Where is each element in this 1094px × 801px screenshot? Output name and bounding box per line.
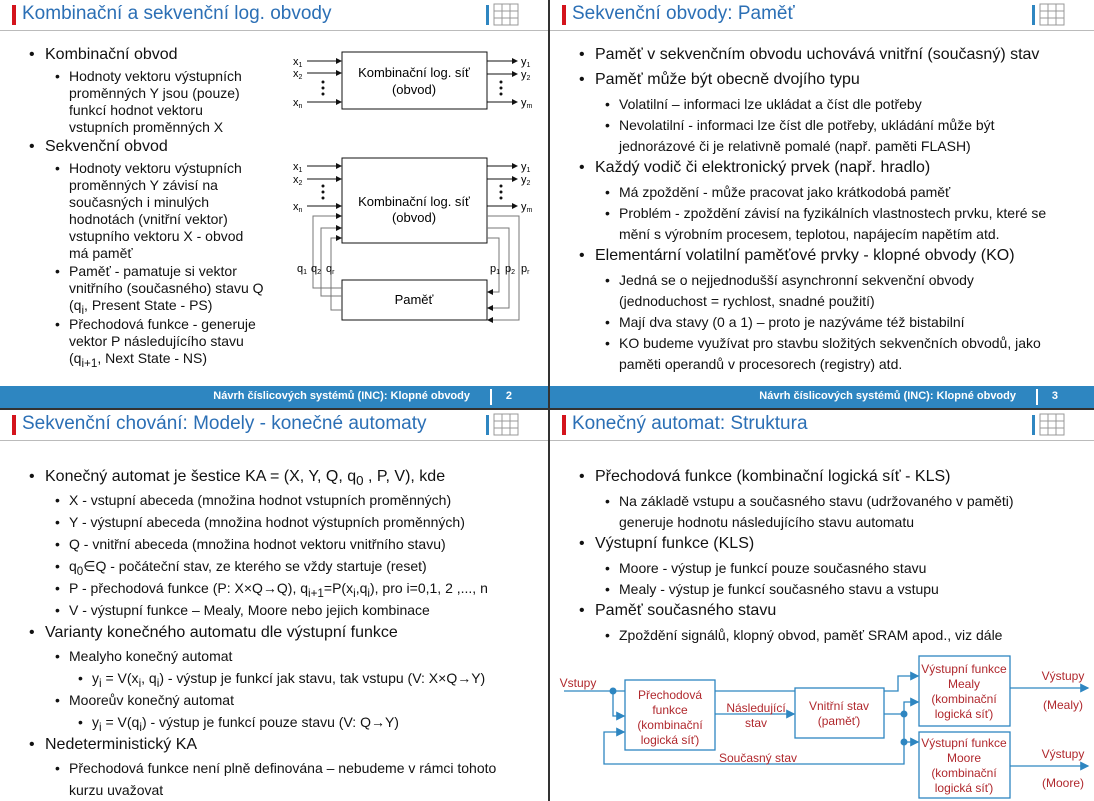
bullet-level2: • $y_i = V(x_i$, $q_i$) - výstup je funkcí jak stavu, tak vstupu (V: X×Q→Y) <box>92 670 485 690</box>
svg-text:(kombinační: (kombinační <box>637 718 703 732</box>
bullet-text-line: ($q_{i+1}$, Next State - NS) <box>69 350 208 370</box>
bullet-level2: • V - výstupní funkce – Mealy, Moore nebo jejich kombinace <box>69 602 430 618</box>
svg-text:pr: pr <box>521 263 530 276</box>
svg-text:xn: xn <box>293 201 303 214</box>
bullet-level2: • KO budeme využívat pro stavbu složitých sekvenčních obvodů, jako <box>619 335 1041 351</box>
bullet-combinational: • Kombinační obvod <box>45 46 178 64</box>
output-ym-label: ym <box>521 97 533 110</box>
svg-text:Moore: Moore <box>946 751 982 765</box>
bullet-level1: • Konečný automat je šestice KA = (X, Y, Q, $q_0$ , P, V), kde <box>45 468 445 488</box>
bullet-level2: paměti operandů v procesorech (registry) atd. <box>619 356 903 372</box>
svg-text:(Mealy): (Mealy) <box>1042 698 1084 712</box>
bullet-text-line: současných i minulých <box>69 194 210 210</box>
seq-comb-label-1: Kombinační log. síť <box>358 194 470 209</box>
bullet-transition-desc <box>69 316 256 372</box>
bullet-level2: • $q_0\in Q$ - počáteční stav, ze kterého se vždy startuje (reset) <box>69 558 427 578</box>
bullet-level2: • Má zpoždění - může pracovat jako krátkodobá paměť <box>619 184 950 200</box>
footer-separator <box>490 389 492 405</box>
svg-text:Přechodová: Přechodová <box>637 688 703 702</box>
bullet-level2: • $y_i = V(q_i)$ - výstup je funkcí pouze stavu (V: Q→Y) <box>92 714 399 734</box>
bullet-level1: • Výstupní funkce (KLS) <box>595 535 754 553</box>
slide-title: Sekvenční chování: Modely - konečné automaty <box>22 413 427 434</box>
bullet-level2: jednorázové či je relativně pomalé (např. paměti FLASH) <box>619 138 971 154</box>
output-y2-label: y2 <box>521 69 531 82</box>
bullet-text-line: vnitřního (současného) stavu Q <box>69 280 264 296</box>
output-y1-label: y1 <box>521 56 531 69</box>
footer-course-title: Návrh číslicových systémů (INC): Klopné obvody <box>213 390 470 402</box>
bullet-level1: • Varianty konečného automatu dle výstupní funkce <box>45 624 398 642</box>
bullet-level2: • Přechodová funkce není plně definována – nebudeme v rámci tohoto <box>69 760 496 776</box>
svg-text:Výstupy: Výstupy <box>1041 669 1085 683</box>
title-accent-bar <box>12 415 16 435</box>
fit-logo-icon <box>1032 3 1066 27</box>
bullet-text-line: • Přechodová funkce - generuje <box>69 316 256 332</box>
svg-text:(paměť): (paměť) <box>817 714 861 728</box>
bullet-text-line: ($q_i$, Present State - PS) <box>69 297 213 317</box>
bullet-level2: • Nevolatilní - informaci lze číst dle potřeby, ukládání může být <box>619 117 995 133</box>
svg-text:(Moore): (Moore) <box>1041 776 1085 790</box>
comb-network-box <box>342 52 487 109</box>
footer-page-number: 3 <box>1051 390 1058 402</box>
bullet-text-line: proměnných Y závisí na <box>69 177 218 193</box>
bullet-text-line: funkcí hodnot vektoru <box>69 102 203 118</box>
footer-page-number: 2 <box>505 390 512 402</box>
bullet-level1: • Přechodová funkce (kombinační logická síť - KLS) <box>595 468 951 486</box>
svg-text:stav: stav <box>744 716 768 730</box>
input-xn-label: xn <box>293 97 303 110</box>
svg-text:y1: y1 <box>521 161 531 174</box>
bullet-level2: • Y - výstupní abeceda (množina hodnot výstupních proměnných) <box>69 514 465 530</box>
svg-text:p1: p1 <box>490 263 501 276</box>
svg-text:logická síť): logická síť) <box>640 733 700 747</box>
svg-text:q1: q1 <box>297 263 308 276</box>
svg-text:Vstupy: Vstupy <box>559 676 597 690</box>
title-accent-bar <box>12 5 16 25</box>
slide-title-bar <box>550 410 1094 441</box>
bullet-text-line: proměnných Y jsou (pouze) <box>69 85 240 101</box>
svg-text:x1: x1 <box>293 161 303 174</box>
bullet-combinational-desc <box>69 68 242 136</box>
bullet-sequential: • Sekvenční obvod <box>45 138 168 156</box>
footer-separator <box>1036 389 1038 405</box>
svg-text:y2: y2 <box>521 174 531 187</box>
title-accent-bar <box>562 415 566 435</box>
bullet-text-line: • Hodnoty vektoru výstupních <box>69 68 242 84</box>
internal-state-box <box>795 688 884 738</box>
svg-text:ym: ym <box>521 201 533 214</box>
bullet-level2: (jednoduchost = rychlost, snadné použití) <box>619 293 875 309</box>
bullet-sequential-desc <box>69 160 243 262</box>
bullet-text-line: • Hodnoty vektoru výstupních <box>69 160 242 176</box>
comb-box-label-2: (obvod) <box>391 82 437 97</box>
svg-text:(kombinační: (kombinační <box>931 692 997 706</box>
svg-text:logická síť): logická síť) <box>934 707 994 721</box>
bullet-level2: • Volatilní – informaci lze ukládat a číst dle potřeby <box>619 96 922 112</box>
bullet-level2: • Mají dva stavy (0 a 1) – proto je nazýváme též bistabilní <box>619 314 965 330</box>
bullet-level2: • X - vstupní abeceda (množina hodnot vstupních proměnných) <box>69 492 451 508</box>
seq-comb-label-2: (obvod) <box>391 210 437 225</box>
bullet-level2: mění s výrobním procesem, teplotou, napájecím napětím atd. <box>619 226 1000 242</box>
circuit-diagram <box>285 40 545 330</box>
fit-logo-icon <box>486 413 520 437</box>
svg-text:funkce: funkce <box>652 703 688 717</box>
svg-text:logická síť): logická síť) <box>934 781 994 795</box>
fit-logo-icon <box>486 3 520 27</box>
svg-text:q2: q2 <box>311 263 322 276</box>
slide-automaton-structure <box>550 410 1094 801</box>
memory-box-label: Paměť <box>394 292 434 307</box>
bullet-text-line: vstupního vektoru X - obvod <box>69 228 244 244</box>
title-accent-bar <box>562 5 566 25</box>
bullet-level2: generuje hodnotu následujícího stavu automatu <box>619 514 914 530</box>
bullet-level1: • Paměť může být obecně dvojího typu <box>595 71 860 89</box>
slide-title: Konečný automat: Struktura <box>572 413 808 434</box>
slide-footer <box>550 386 1094 408</box>
slide-automata-models <box>0 410 548 801</box>
bullet-level2: • Mooreův konečný automat <box>69 692 234 708</box>
svg-text:Následující: Následující <box>726 701 786 715</box>
bullet-level2: kurzu uvažovat <box>69 782 164 798</box>
bullet-level1: • Paměť v sekvenčním obvodu uchovává vnitřní (současný) stav <box>595 46 1039 64</box>
slide-title: Kombinační a sekvenční log. obvody <box>22 3 332 24</box>
bullet-text-line: vektor P následujícího stavu <box>69 333 244 349</box>
slide-title-bar <box>550 0 1094 31</box>
bullet-level2: • Mealy - výstup je funkcí současného stavu a vstupu <box>619 581 939 597</box>
slide-footer <box>0 386 548 408</box>
automaton-block-diagram <box>558 646 1094 801</box>
bullet-level2: • P - přechodová funkce (P: X×Q→Q), $q_{i+1}=P(x_i,q_i)$, pro i=0,1, 2 ,..., n <box>69 580 488 600</box>
bullet-level1: • Elementární volatilní paměťové prvky - klopné obvody (KO) <box>595 247 1015 265</box>
bullet-text-line: vstupních proměnných X <box>69 119 224 135</box>
svg-text:Výstupní funkce: Výstupní funkce <box>921 736 1007 750</box>
fit-logo-icon <box>1032 413 1066 437</box>
bullet-level1: • Každý vodič či elektronický prvek (např. hradlo) <box>595 159 930 177</box>
bullet-text-line: hodnotách (vnitřní vektor) <box>69 211 228 227</box>
svg-text:Současný stav: Současný stav <box>718 751 798 765</box>
comb-box-label-1: Kombinační log. síť <box>358 65 470 80</box>
bullet-level2: • Na základě vstupu a současného stavu (udržovaného v paměti) <box>619 493 1014 509</box>
slide-2 <box>0 0 548 408</box>
svg-text:Vnitřní stav: Vnitřní stav <box>808 699 870 713</box>
bullet-level2: • Zpoždění signálů, klopný obvod, paměť SRAM apod., viz dále <box>619 627 1002 643</box>
bullet-level2: • Mealyho konečný automat <box>69 648 232 664</box>
bullet-level2: • Q - vnitřní abeceda (množina hodnot vektoru vnitřního stavu) <box>69 536 446 552</box>
svg-text:x2: x2 <box>293 174 303 187</box>
bullet-level1: • Nedeterministický KA <box>45 736 197 754</box>
svg-text:qr: qr <box>326 263 335 276</box>
svg-text:Mealy: Mealy <box>947 677 981 691</box>
bullet-level2: • Jedná se o nejjednodušší asynchronní sekvenční obvody <box>619 272 974 288</box>
input-x2-label: x2 <box>293 68 303 81</box>
svg-text:Výstupy: Výstupy <box>1041 747 1085 761</box>
footer-course-title: Návrh číslicových systémů (INC): Klopné obvody <box>759 390 1016 402</box>
svg-text:(kombinační: (kombinační <box>931 766 997 780</box>
bullet-text-line: • Paměť - pamatuje si vektor <box>69 263 237 279</box>
bullet-level1: • Paměť současného stavu <box>595 602 776 620</box>
bullet-level2: • Problém - zpoždění závisí na fyzikálních vlastnostech prvku, které se <box>619 205 1046 221</box>
slide-3 <box>550 0 1094 408</box>
bullet-text-line: má paměť <box>69 245 133 261</box>
slide-title: Sekvenční obvody: Paměť <box>572 3 795 24</box>
svg-text:p2: p2 <box>505 263 516 276</box>
slide-title-bar <box>0 0 548 31</box>
input-x1-label: x1 <box>293 56 303 69</box>
slide-title-bar <box>0 410 548 441</box>
bullet-memory-desc <box>69 263 264 319</box>
svg-text:Výstupní funkce: Výstupní funkce <box>921 662 1007 676</box>
bullet-level2: • Moore - výstup je funkcí pouze současného stavu <box>619 560 926 576</box>
